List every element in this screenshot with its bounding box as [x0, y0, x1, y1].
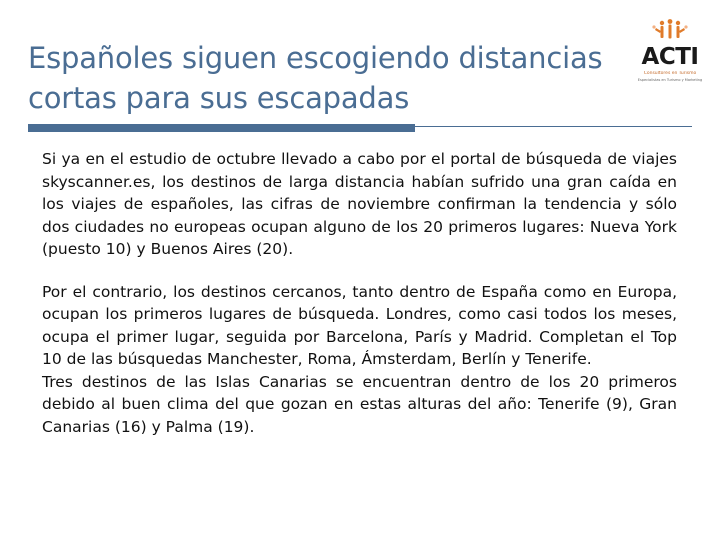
slide-title [28, 38, 628, 118]
logo-people-icon [636, 18, 704, 46]
logo-wordmark: ACTI [641, 44, 699, 70]
paragraph-2: Por el contrario, los destinos cercanos, tanto dentro de España como en Europa, ocupan los primeros lugares de búsqueda. Londres, como casi todos los meses, ocupa el primer lugar, seguida por Barcelona, París y Madrid. Completan el Top 10 de las búsquedas Manchester, Roma, Ámsterdam, Berlín y Tenerife. [42, 282, 677, 368]
logo-tagline: Especialistas en Turismo y Marketing [637, 78, 703, 82]
paragraph-1: Si ya en el estudio de octubre llevado a cabo por el portal de búsqueda de viajes skyscanner.es, los destinos de larga distancia habían sufrido una gran caída en los viajes de españoles, las cifras de noviembre confirman la tendencia y sólo dos ciudades no europeas ocupan alguno de los 20 primeros lugares: Nueva York (puesto 10) y Buenos Aires (20). [42, 150, 677, 258]
acti-logo [636, 18, 704, 90]
title-underline-thick [28, 124, 415, 132]
slide-body [42, 148, 677, 438]
title-underline-thin [415, 126, 692, 127]
title-line-2: cortas para sus escapadas [28, 81, 410, 115]
title-line-1: Españoles siguen escogiendo distancias [28, 41, 603, 75]
paragraph-3: Tres destinos de las Islas Canarias se encuentran dentro de los 20 primeros debido al buen clima del que gozan en estas alturas del año: Tenerife (9), Gran Canarias (16) y Palma (19). [42, 372, 677, 436]
logo-subtitle: Consultores en Turismo [643, 71, 697, 76]
